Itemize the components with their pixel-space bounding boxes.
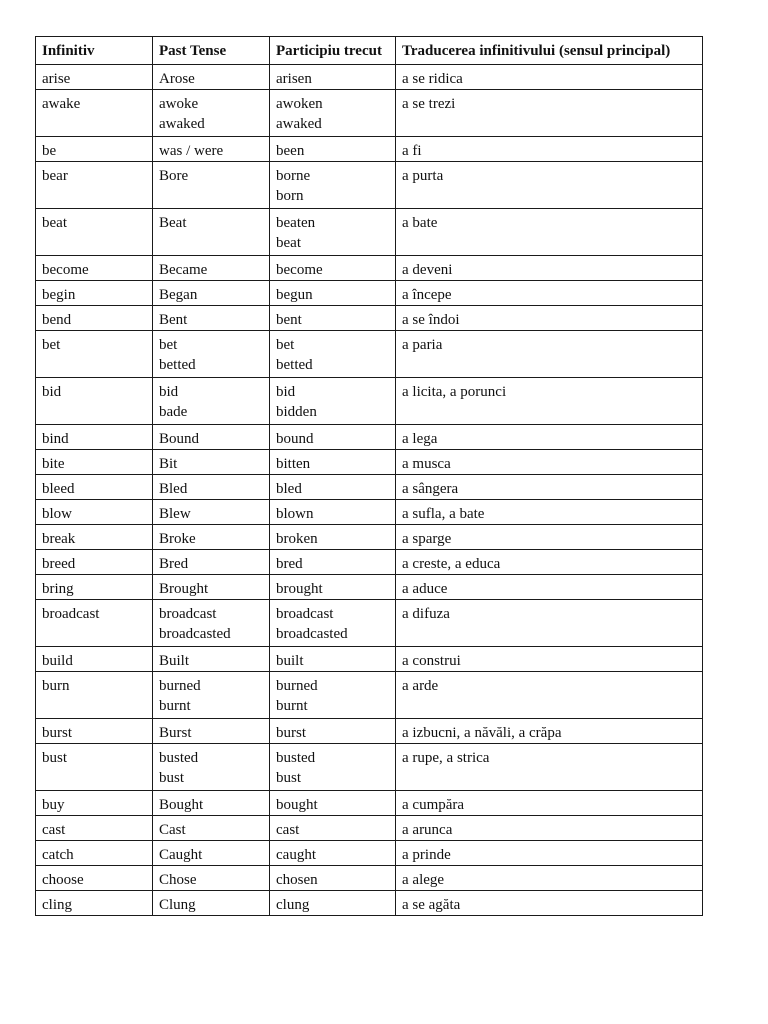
- cell-participiu-line: arisen: [276, 71, 312, 87]
- cell-participiu: [270, 891, 396, 916]
- cell-participiu: [270, 525, 396, 550]
- cell-participiu-line: caught: [276, 847, 316, 863]
- cell-participiu-line: awoken: [276, 96, 323, 112]
- cell-traducere: a lega: [396, 425, 703, 450]
- table-row: [36, 550, 703, 575]
- cell-past-tense: [153, 575, 270, 600]
- table-row: [36, 891, 703, 916]
- cell-past-tense: [153, 475, 270, 500]
- cell-infinitiv: burn: [36, 672, 153, 719]
- cell-past-tense: [153, 744, 270, 791]
- cell-participiu: [270, 816, 396, 841]
- cell-past-tense-line: bade: [159, 404, 188, 420]
- cell-participiu-line: bred: [276, 556, 303, 572]
- cell-participiu-line: bitten: [276, 456, 311, 472]
- cell-participiu-line: bent: [276, 312, 302, 328]
- cell-participiu: [270, 475, 396, 500]
- cell-infinitiv: break: [36, 525, 153, 550]
- cell-participiu-line: become: [276, 262, 323, 278]
- table-row: [36, 209, 703, 256]
- cell-past-tense-line: Cast: [159, 822, 186, 838]
- cell-traducere: a aduce: [396, 575, 703, 600]
- table-row: [36, 600, 703, 647]
- cell-past-tense: [153, 256, 270, 281]
- table-row: [36, 475, 703, 500]
- cell-infinitiv: cast: [36, 816, 153, 841]
- cell-traducere: a arde: [396, 672, 703, 719]
- cell-infinitiv: blow: [36, 500, 153, 525]
- cell-infinitiv: bet: [36, 331, 153, 378]
- table-row: [36, 744, 703, 791]
- cell-participiu: [270, 866, 396, 891]
- cell-past-tense-line: broadcast: [159, 606, 217, 622]
- cell-past-tense: [153, 137, 270, 162]
- cell-past-tense: [153, 891, 270, 916]
- cell-participiu: [270, 575, 396, 600]
- cell-past-tense: [153, 209, 270, 256]
- cell-infinitiv: choose: [36, 866, 153, 891]
- cell-traducere: a izbucni, a năvăli, a crăpa: [396, 719, 703, 744]
- cell-traducere: a sufla, a bate: [396, 500, 703, 525]
- cell-participiu-line: born: [276, 188, 304, 204]
- cell-past-tense: [153, 791, 270, 816]
- cell-participiu-line: been: [276, 143, 305, 159]
- cell-past-tense-line: Became: [159, 262, 208, 278]
- cell-traducere: a construi: [396, 647, 703, 672]
- cell-past-tense: [153, 500, 270, 525]
- cell-participiu: [270, 744, 396, 791]
- cell-participiu: [270, 378, 396, 425]
- cell-past-tense-line: Caught: [159, 847, 203, 863]
- table-row: [36, 866, 703, 891]
- cell-infinitiv: broadcast: [36, 600, 153, 647]
- cell-past-tense-line: Bit: [159, 456, 178, 472]
- table-row: [36, 575, 703, 600]
- cell-infinitiv: cling: [36, 891, 153, 916]
- cell-participiu-line: blown: [276, 506, 314, 522]
- table-row: [36, 306, 703, 331]
- table-row: [36, 65, 703, 90]
- cell-participiu-line: begun: [276, 287, 313, 303]
- cell-participiu: [270, 209, 396, 256]
- cell-participiu: [270, 450, 396, 475]
- cell-past-tense-line: Clung: [159, 897, 196, 913]
- cell-participiu: [270, 162, 396, 209]
- cell-infinitiv: bleed: [36, 475, 153, 500]
- cell-participiu-line: burnt: [276, 698, 308, 714]
- cell-participiu: [270, 425, 396, 450]
- cell-participiu-line: beat: [276, 235, 301, 251]
- cell-past-tense: [153, 816, 270, 841]
- cell-participiu: [270, 256, 396, 281]
- cell-past-tense: [153, 525, 270, 550]
- cell-past-tense-line: Beat: [159, 215, 187, 231]
- table-row: [36, 816, 703, 841]
- cell-traducere: a prinde: [396, 841, 703, 866]
- cell-past-tense-line: Bred: [159, 556, 189, 572]
- cell-participiu: [270, 600, 396, 647]
- cell-past-tense: [153, 65, 270, 90]
- cell-infinitiv: bear: [36, 162, 153, 209]
- table-row: [36, 162, 703, 209]
- cell-participiu: [270, 647, 396, 672]
- cell-participiu-line: bidden: [276, 404, 317, 420]
- cell-participiu-line: busted: [276, 750, 316, 766]
- cell-past-tense-line: Bled: [159, 481, 188, 497]
- cell-traducere: a se agăta: [396, 891, 703, 916]
- table-row: [36, 378, 703, 425]
- table-row: [36, 137, 703, 162]
- cell-traducere: a cumpăra: [396, 791, 703, 816]
- cell-participiu-line: burst: [276, 725, 306, 741]
- cell-past-tense-line: betted: [159, 357, 196, 373]
- cell-past-tense: [153, 425, 270, 450]
- cell-participiu: [270, 306, 396, 331]
- cell-past-tense-line: Arose: [159, 71, 195, 87]
- cell-participiu: [270, 500, 396, 525]
- cell-participiu-line: burned: [276, 678, 318, 694]
- cell-infinitiv: bid: [36, 378, 153, 425]
- cell-past-tense: [153, 162, 270, 209]
- cell-past-tense: [153, 450, 270, 475]
- table-row: [36, 525, 703, 550]
- cell-traducere: a arunca: [396, 816, 703, 841]
- cell-participiu-line: borne: [276, 168, 311, 184]
- cell-past-tense-line: awoke: [159, 96, 199, 112]
- irregular-verbs-table: [35, 36, 703, 916]
- cell-past-tense: [153, 378, 270, 425]
- header-traducere: Traducerea infinitivului (sensul principal): [396, 37, 703, 65]
- cell-past-tense: [153, 600, 270, 647]
- cell-participiu: [270, 719, 396, 744]
- cell-traducere: a se trezi: [396, 90, 703, 137]
- table-row: [36, 256, 703, 281]
- table-row: [36, 331, 703, 378]
- cell-traducere: a rupe, a strica: [396, 744, 703, 791]
- cell-past-tense: [153, 841, 270, 866]
- cell-past-tense-line: bet: [159, 337, 178, 353]
- table-row: [36, 791, 703, 816]
- cell-past-tense-line: bid: [159, 384, 179, 400]
- cell-past-tense-line: Bound: [159, 431, 200, 447]
- cell-past-tense-line: bust: [159, 770, 185, 786]
- table-row: [36, 841, 703, 866]
- cell-past-tense-line: burnt: [159, 698, 191, 714]
- cell-infinitiv: catch: [36, 841, 153, 866]
- cell-infinitiv: burst: [36, 719, 153, 744]
- cell-participiu-line: built: [276, 653, 304, 669]
- cell-participiu-line: bound: [276, 431, 314, 447]
- cell-infinitiv: breed: [36, 550, 153, 575]
- cell-past-tense-line: Chose: [159, 872, 197, 888]
- cell-participiu: [270, 550, 396, 575]
- cell-participiu-line: bled: [276, 481, 302, 497]
- cell-participiu: [270, 90, 396, 137]
- cell-traducere: a purta: [396, 162, 703, 209]
- header-participiu-trecut: Participiu trecut: [270, 37, 396, 65]
- table-header-row: [36, 37, 703, 65]
- cell-past-tense-line: Bore: [159, 168, 189, 184]
- cell-participiu-line: cast: [276, 822, 300, 838]
- cell-traducere: a paria: [396, 331, 703, 378]
- cell-past-tense-line: burned: [159, 678, 201, 694]
- cell-past-tense-line: busted: [159, 750, 199, 766]
- cell-participiu-line: betted: [276, 357, 313, 373]
- cell-traducere: a deveni: [396, 256, 703, 281]
- cell-past-tense-line: Bought: [159, 797, 204, 813]
- cell-past-tense-line: awaked: [159, 116, 205, 132]
- cell-participiu-line: bid: [276, 384, 296, 400]
- cell-participiu: [270, 137, 396, 162]
- cell-traducere: a sângera: [396, 475, 703, 500]
- cell-past-tense-line: Began: [159, 287, 198, 303]
- cell-participiu-line: bust: [276, 770, 302, 786]
- cell-past-tense: [153, 331, 270, 378]
- cell-past-tense: [153, 90, 270, 137]
- cell-participiu-line: bought: [276, 797, 318, 813]
- table-row: [36, 500, 703, 525]
- cell-participiu: [270, 65, 396, 90]
- cell-past-tense-line: Blew: [159, 506, 191, 522]
- header-past-tense: Past Tense: [153, 37, 270, 65]
- cell-infinitiv: bite: [36, 450, 153, 475]
- cell-traducere: a bate: [396, 209, 703, 256]
- cell-infinitiv: buy: [36, 791, 153, 816]
- document-page: [35, 36, 702, 916]
- cell-past-tense-line: broadcasted: [159, 626, 231, 642]
- cell-past-tense: [153, 672, 270, 719]
- cell-past-tense: [153, 866, 270, 891]
- cell-infinitiv: be: [36, 137, 153, 162]
- cell-participiu: [270, 791, 396, 816]
- cell-participiu-line: brought: [276, 581, 323, 597]
- cell-participiu-line: clung: [276, 897, 310, 913]
- cell-infinitiv: beat: [36, 209, 153, 256]
- cell-traducere: a creste, a educa: [396, 550, 703, 575]
- cell-infinitiv: arise: [36, 65, 153, 90]
- cell-infinitiv: bust: [36, 744, 153, 791]
- cell-infinitiv: become: [36, 256, 153, 281]
- table-row: [36, 672, 703, 719]
- cell-participiu-line: beaten: [276, 215, 316, 231]
- cell-participiu: [270, 672, 396, 719]
- cell-traducere: a se îndoi: [396, 306, 703, 331]
- cell-past-tense: [153, 550, 270, 575]
- table-row: [36, 450, 703, 475]
- cell-infinitiv: begin: [36, 281, 153, 306]
- cell-infinitiv: bring: [36, 575, 153, 600]
- cell-past-tense: [153, 281, 270, 306]
- cell-traducere: a fi: [396, 137, 703, 162]
- cell-infinitiv: bend: [36, 306, 153, 331]
- cell-traducere: a alege: [396, 866, 703, 891]
- table-body: [36, 65, 703, 916]
- cell-traducere: a licita, a porunci: [396, 378, 703, 425]
- cell-participiu-line: broken: [276, 531, 318, 547]
- cell-past-tense: [153, 719, 270, 744]
- cell-past-tense-line: Brought: [159, 581, 209, 597]
- cell-past-tense-line: Broke: [159, 531, 196, 547]
- cell-traducere: a musca: [396, 450, 703, 475]
- cell-past-tense-line: Built: [159, 653, 190, 669]
- cell-participiu-line: broadcast: [276, 606, 334, 622]
- cell-infinitiv: build: [36, 647, 153, 672]
- cell-participiu: [270, 281, 396, 306]
- cell-past-tense: [153, 647, 270, 672]
- cell-participiu-line: broadcasted: [276, 626, 348, 642]
- cell-participiu: [270, 331, 396, 378]
- table-row: [36, 281, 703, 306]
- cell-participiu-line: awaked: [276, 116, 322, 132]
- cell-past-tense: [153, 306, 270, 331]
- table-row: [36, 719, 703, 744]
- table-row: [36, 90, 703, 137]
- cell-traducere: a difuza: [396, 600, 703, 647]
- cell-participiu-line: chosen: [276, 872, 318, 888]
- cell-traducere: a se ridica: [396, 65, 703, 90]
- cell-participiu: [270, 841, 396, 866]
- cell-traducere: a începe: [396, 281, 703, 306]
- cell-participiu-line: bet: [276, 337, 295, 353]
- cell-infinitiv: awake: [36, 90, 153, 137]
- cell-traducere: a sparge: [396, 525, 703, 550]
- table-row: [36, 647, 703, 672]
- cell-past-tense-line: Burst: [159, 725, 192, 741]
- table-row: [36, 425, 703, 450]
- cell-past-tense-line: Bent: [159, 312, 188, 328]
- cell-past-tense-line: was / were: [159, 143, 224, 159]
- cell-infinitiv: bind: [36, 425, 153, 450]
- header-infinitiv: Infinitiv: [36, 37, 153, 65]
